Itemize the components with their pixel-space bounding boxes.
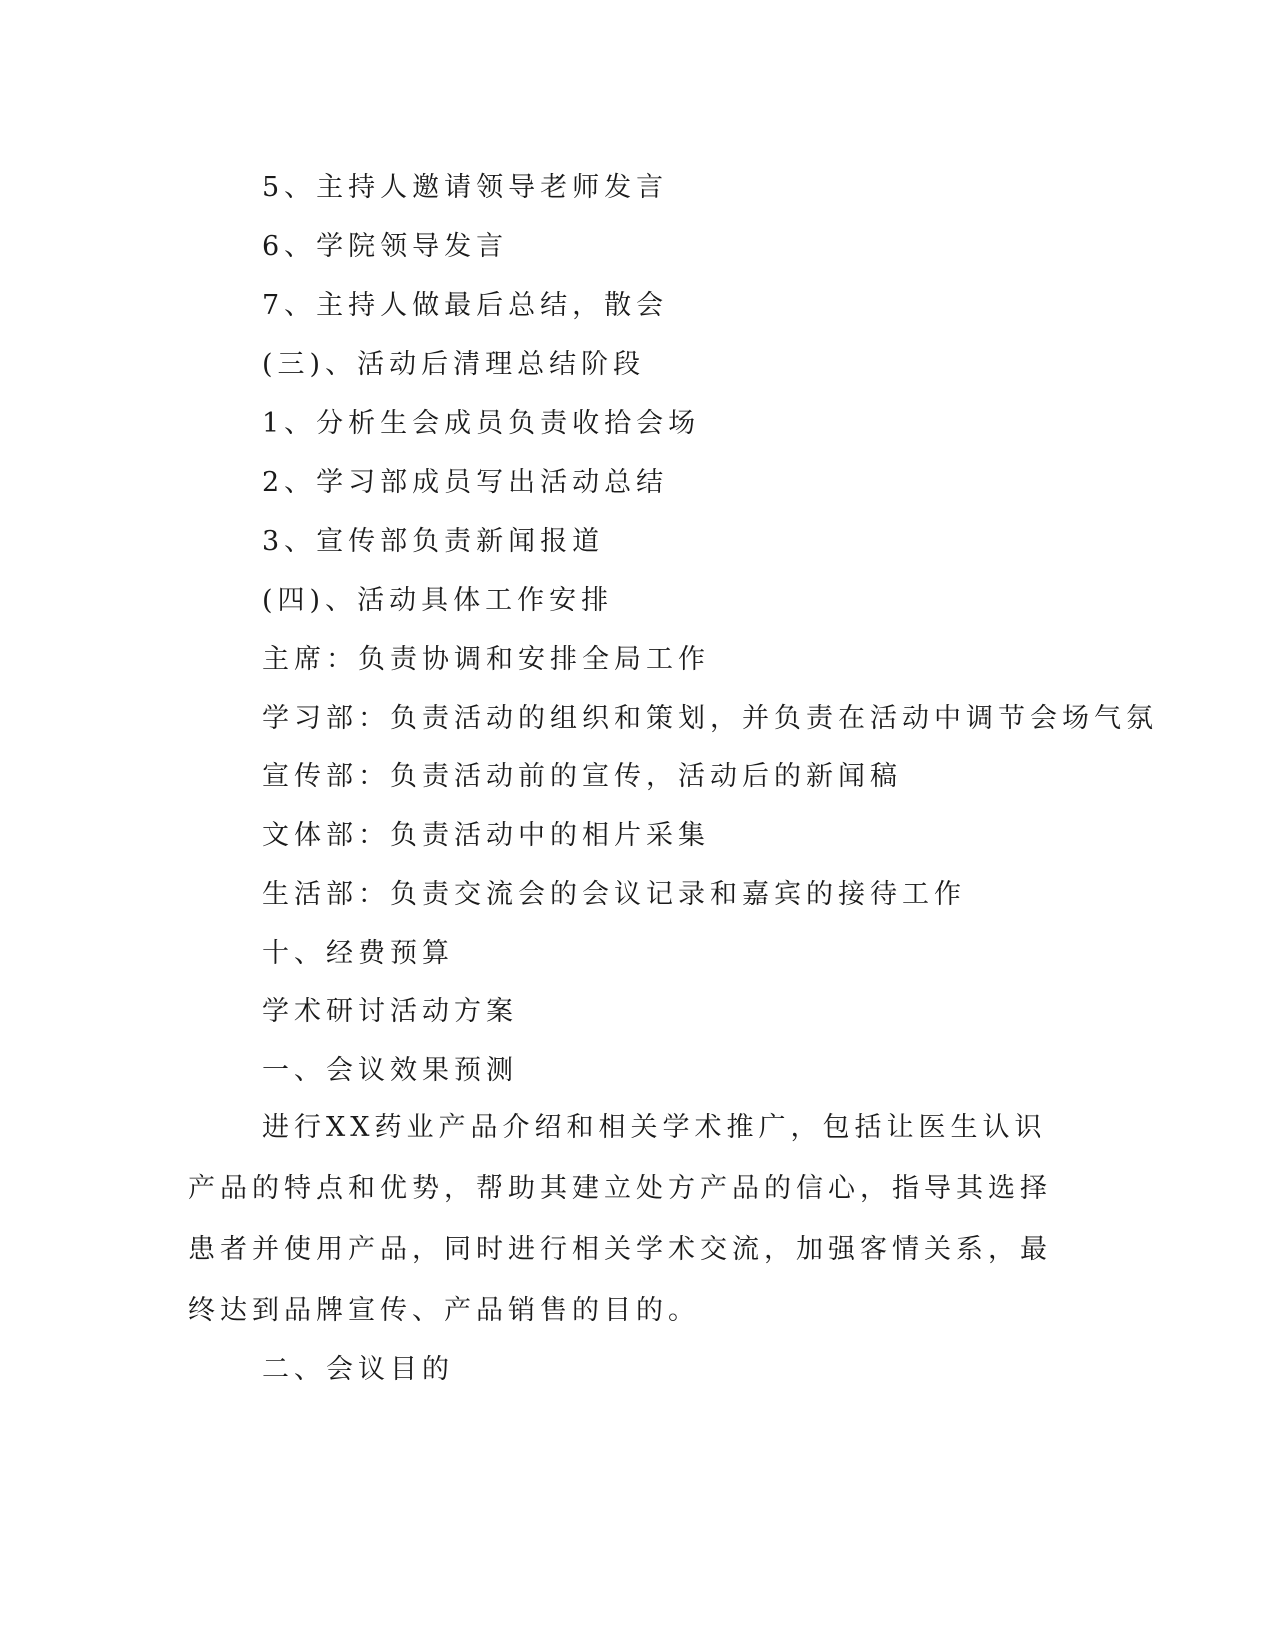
document-title: 学术研讨活动方案: [262, 996, 518, 1027]
list-item: 7、主持人做最后总结，散会: [262, 290, 669, 321]
list-item: 2、学习部成员写出活动总结: [262, 467, 669, 498]
role-item: 学习部：负责活动的组织和策划，并负责在活动中调节会场气氛: [262, 703, 1158, 734]
section-heading: 十、经费预算: [262, 938, 454, 969]
section-heading: 二、会议目的: [262, 1354, 454, 1385]
body-paragraph: 进行XX药业产品介绍和相关学术推广，包括让医生认识产品的特点和优势，帮助其建立处方产品的信心，指导其选择患者并使用产品，同时进行相关学术交流，加强客情关系，最终达到品牌宣传、产品销售的目的。: [188, 1112, 1052, 1326]
section-heading: (四)、活动具体工作安排: [262, 585, 614, 616]
role-item: 主席：负责协调和安排全局工作: [262, 644, 710, 675]
role-item: 生活部：负责交流会的会议记录和嘉宾的接待工作: [262, 879, 966, 910]
section-heading: (三)、活动后清理总结阶段: [262, 349, 646, 380]
role-item: 文体部：负责活动中的相片采集: [262, 820, 710, 851]
list-item: 3、宣传部负责新闻报道: [262, 526, 605, 557]
role-item: 宣传部：负责活动前的宣传，活动后的新闻稿: [262, 761, 902, 792]
list-item: 6、学院领导发言: [262, 231, 509, 262]
list-item: 1、分析生会成员负责收拾会场: [262, 408, 701, 439]
list-item: 5、主持人邀请领导老师发言: [262, 172, 669, 203]
section-heading: 一、会议效果预测: [262, 1055, 518, 1086]
